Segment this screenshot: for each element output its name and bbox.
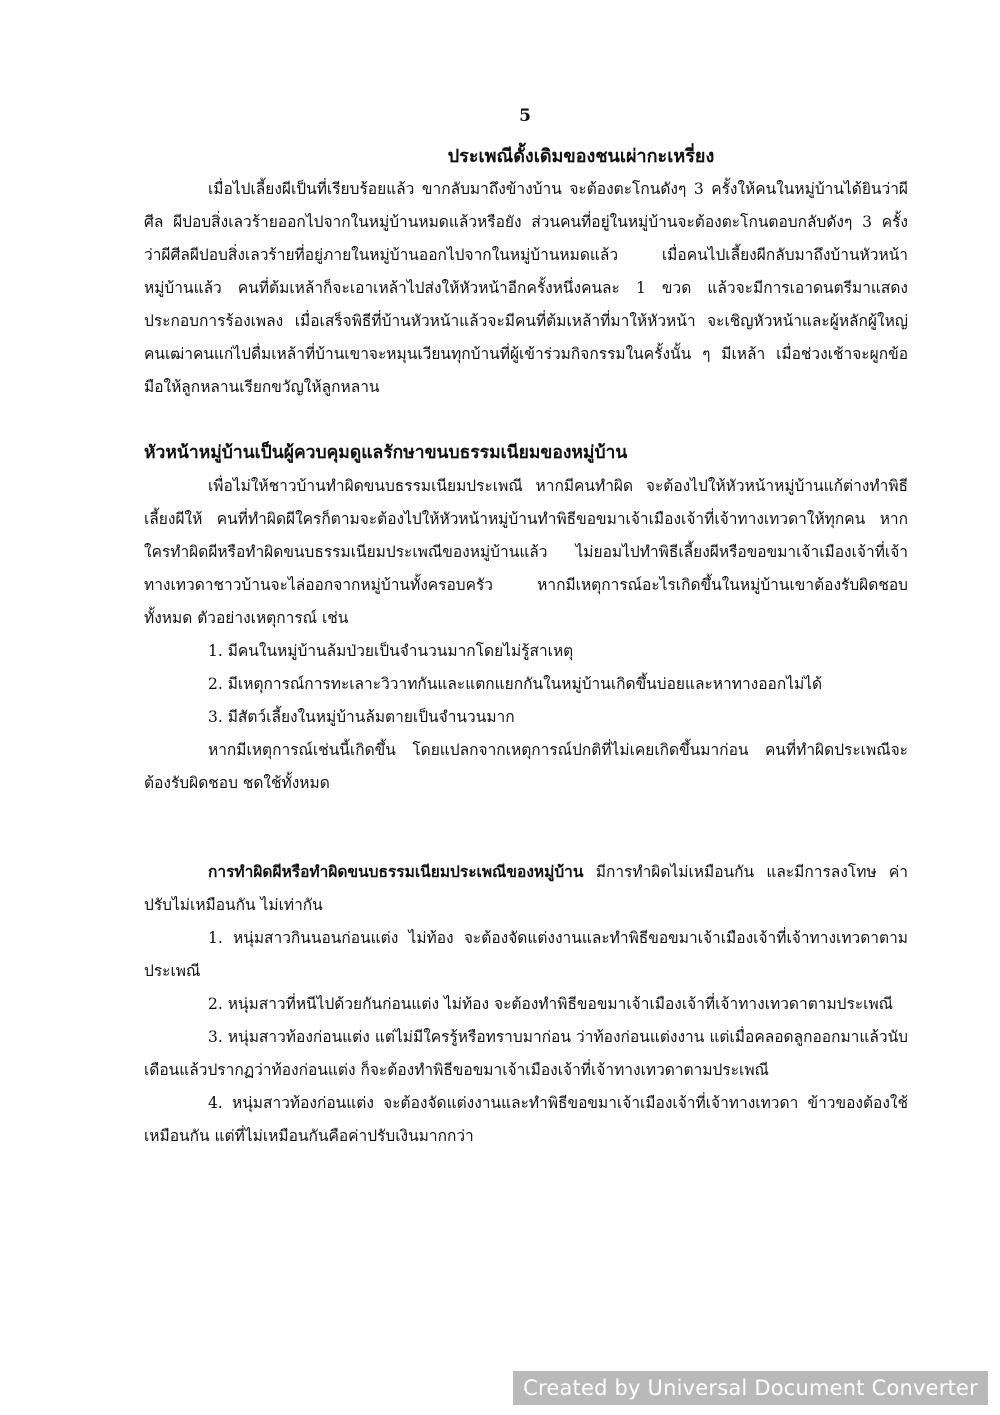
- section1-paragraph: เพื่อไม่ให้ชาวบ้านทำผิดขนบธรรมเนียมประเพณี หากมีคนทำผิด จะต้องไปให้หัวหน้าหมู่บ้านแก้ต่างทำพิธีเลี้ยงผีให้ คนที่ทำผิดผีใครก็ตามจะต้องไปให้หัวหน้าหมู่บ้านทำพิธีขอขมาเจ้าเมืองเจ้าที่เจ้าทางเทวดาให้ทุกคน หากใครทำผิดผีหรือทำผิดขนบธรรมเนียมประเพณีของหมู่บ้านแล้ว ไม่ยอมไปทำพิธีเลี้ยงผีหรือขอขมาเจ้าเมืองเจ้าที่เจ้าทางเทวดาชาวบ้านจะไล่ออกจากหมู่บ้านทั้งครอบครัว หากมีเหตุการณ์อะไรเกิดขึ้นในหมู่บ้านเขาต้องรับผิดชอบทั้งหมด ตัวอย่างเหตุการณ์ เช่น: [144, 477, 908, 627]
- spacer: [144, 833, 908, 855]
- spacer: [144, 404, 908, 437]
- section2-list-item: 3. หนุ่มสาวท้องก่อนแต่ง แต่ไม่มีใครรู้หรือทราบมาก่อน ว่าท้องก่อนแต่งงาน แต่เมื่อคลอดลูกออกมาแล้วนับเดือนแล้วปรากฏว่าท้องก่อนแต่ง ก็จะต้องทำพิธีขอขมาเจ้าเมืองเจ้าที่เจ้าทางเทวดาตามประเพณี: [144, 1028, 908, 1079]
- section2-lead-rest: มีการทำผิดไม่เหมือนกัน และมีการลงโทษ ค่าปรับไม่เหมือนกัน ไม่เท่ากัน: [144, 863, 908, 914]
- section1-list-item: 1. มีคนในหมู่บ้านล้มป่วยเป็นจำนวนมากโดยไม่รู้สาเหตุ: [208, 642, 574, 660]
- section2-lead: การทำผิดผีหรือทำผิดขนบธรรมเนียมประเพณีของหมู่บ้าน: [208, 862, 584, 881]
- spacer: [144, 800, 908, 833]
- section1-list-item: 3. มีสัตว์เลี้ยงในหมู่บ้านล้มตายเป็นจำนวนมาก: [208, 708, 515, 726]
- section2-list-item: 2. หนุ่มสาวที่หนีไปด้วยกันก่อนแต่ง ไม่ท้อง จะต้องทำพิธีขอขมาเจ้าเมืองเจ้าที่เจ้าทางเทวดาตามประเพณี: [208, 995, 894, 1013]
- page-title: ประเพณีดั้งเดิมของชนเผ่ากะเหรี่ยง: [447, 146, 715, 167]
- section2-list-item: 4. หนุ่มสาวท้องก่อนแต่ง จะต้องจัดแต่งงานและทำพิธีขอขมาเจ้าเมืองเจ้าที่เจ้าทางเทวดา ข้าวของต้องใช้เหมือนกัน แต่ที่ไม่เหมือนกันคือค่าปรับเงินมากกว่า: [144, 1094, 908, 1145]
- section2-list-item: 1. หนุ่มสาวกินนอนก่อนแต่ง ไม่ท้อง จะต้องจัดแต่งงานและทำพิธีขอขมาเจ้าเมืองเจ้าที่เจ้าทางเทวดาตามประเพณี: [144, 929, 908, 980]
- page-content: [144, 140, 908, 1153]
- section-heading-village-headman: หัวหน้าหมู่บ้านเป็นผู้ควบคุมดูแลรักษาขนบธรรมเนียมของหมู่บ้าน: [144, 443, 628, 463]
- section1-list-item: 2. มีเหตุการณ์การทะเลาะวิวาทกันและแตกแยกกันในหมู่บ้านเกิดขึ้นบ่อยและหาทางออกไม่ได้: [208, 675, 823, 693]
- section2-intro: [144, 855, 908, 922]
- page-number: 5: [519, 106, 531, 126]
- intro-paragraph: เมื่อไปเลี้ยงผีเป็นที่เรียบร้อยแล้ว ขากลับมาถึงข้างบ้าน จะต้องตะโกนดังๆ 3 ครั้งให้คนในหมู่บ้านได้ยินว่าผีศีล ผีปอบสิ่งเลวร้ายออกไปจากในหมู่บ้านหมดแล้วหรือยัง ส่วนคนที่อยู่ในหมู่บ้านจะต้องตะโกนตอบกลับดังๆ 3 ครั้ง ว่าผีศีลผีปอบสิ่งเลวร้ายที่อยู่ภายในหมู่บ้านออกไปจากในหมู่บ้านหมดแล้ว เมื่อคนไปเลี้ยงผีกลับมาถึงบ้านหัวหน้าหมู่บ้านแล้ว คนที่ต้มเหล้าก็จะเอาเหล้าไปส่งให้หัวหน้าอีกครั้งหนึ่งคนละ 1 ขวด แล้วจะมีการเอาดนตรีมาแสดงประกอบการร้องเพลง เมื่อเสร็จพิธีที่บ้านหัวหน้าแล้วจะมีคนที่ต้มเหล้าที่มาให้หัวหน้า จะเชิญหัวหน้าและผู้หลักผู้ใหญ่คนเฒ่าคนแก่ไปดื่มเหล้าที่บ้านเขาจะหมุนเวียนทุกบ้านที่ผู้เข้าร่วมกิจกรรมในครั้งนั้น ๆ มีเหล้า เมื่อช่วงเช้าจะผูกข้อมือให้ลูกหลานเรียกขวัญให้ลูกหลาน: [144, 180, 908, 396]
- watermark-label: Created by Universal Document Converter: [513, 1371, 988, 1405]
- section1-closing: หากมีเหตุการณ์เช่นนี้เกิดขึ้น โดยแปลกจากเหตุการณ์ปกติที่ไม่เคยเกิดขึ้นมาก่อน คนที่ทำผิดประเพณีจะต้องรับผิดชอบ ชดใช้ทั้งหมด: [144, 741, 908, 792]
